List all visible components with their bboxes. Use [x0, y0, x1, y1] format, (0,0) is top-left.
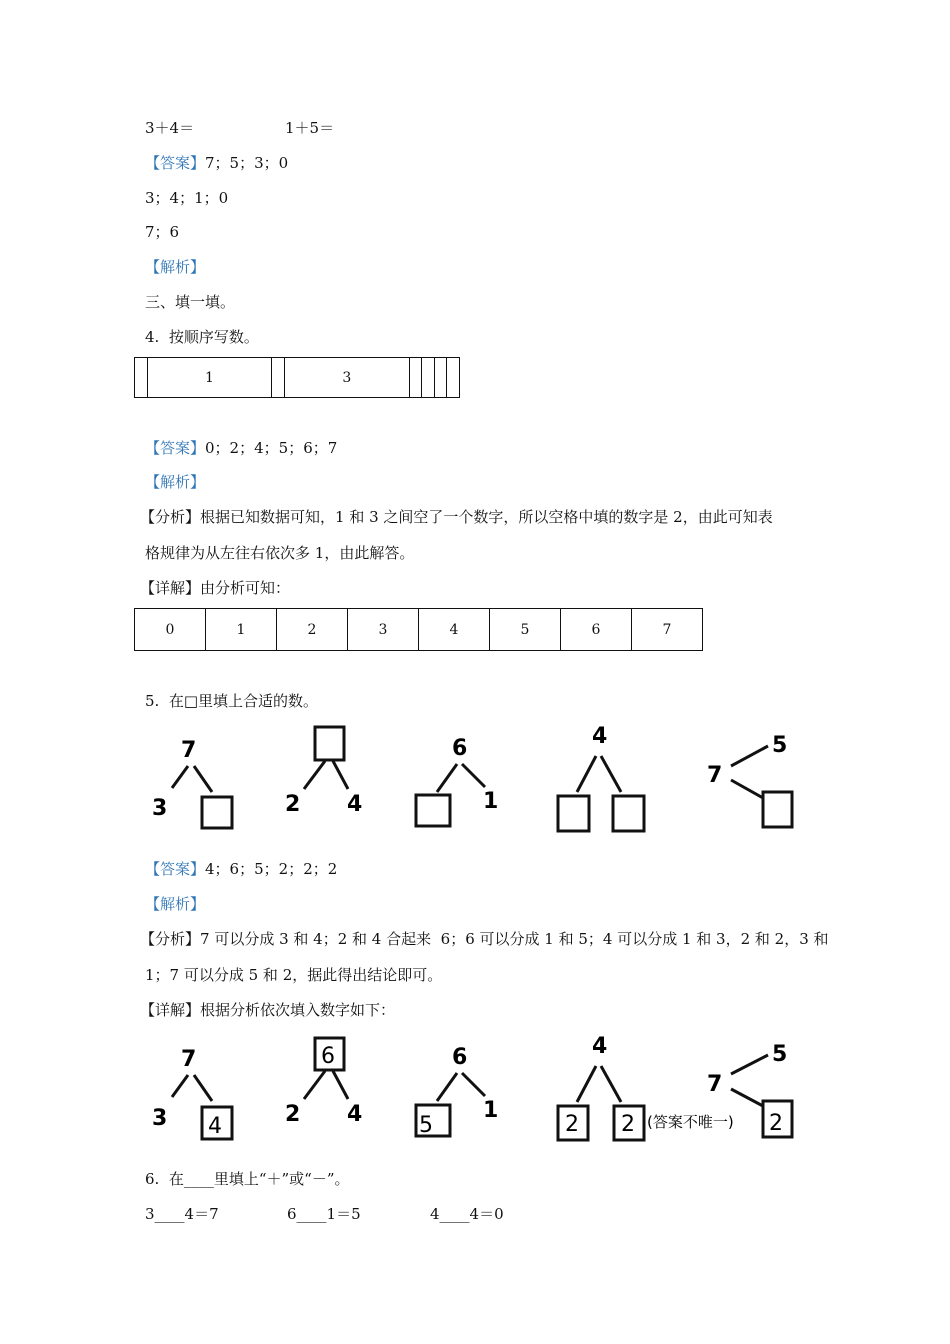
xiangjie-text: 由分析可知：: [200, 579, 291, 597]
question-6-title: 6. 在____里填上“＋”或“－”。: [145, 1170, 350, 1188]
bond-top: 7: [181, 1047, 197, 1072]
bond-answer: 2: [621, 1112, 635, 1137]
bond-right: 1: [483, 1098, 499, 1123]
bond-answer: 5: [419, 1113, 433, 1138]
answer-note: (答案不唯一): [647, 1113, 734, 1131]
bond-top: 5: [772, 733, 788, 758]
table-cell: 7: [632, 609, 703, 651]
bond-top: 6: [452, 1045, 468, 1070]
bond-right: 4: [347, 1102, 363, 1127]
xiangjie-tag: 【详解】: [140, 579, 201, 597]
bond-top: 6: [452, 736, 468, 761]
table-cell: 3: [284, 358, 409, 398]
solved-bond-1: [172, 1075, 232, 1139]
bond-top: 4: [592, 1034, 608, 1059]
answer-text: 7；5；3；0: [205, 154, 289, 172]
xiangjie-tag: 【详解】: [140, 1001, 201, 1019]
answer-tag: 【答案】: [145, 154, 206, 172]
answer-tag: 【答案】: [145, 860, 206, 878]
bond-answer: 4: [208, 1114, 222, 1139]
bond-top: 5: [772, 1042, 788, 1067]
analysis-tag: 【解析】: [145, 473, 206, 491]
analysis-tag: 【解析】: [145, 895, 206, 913]
q6-equation-1: 3____4＝7: [145, 1205, 219, 1223]
answer-line-3: 7；6: [145, 223, 180, 241]
bond-left: 3: [152, 1106, 168, 1131]
table-cell: 3: [348, 609, 419, 651]
section-title: 三、填一填。: [145, 293, 236, 311]
answer-text: 0；2；4；5；6；7: [205, 439, 338, 457]
bond-left: 2: [285, 792, 301, 817]
table-cell: 5: [490, 609, 561, 651]
table-cell: 2: [277, 609, 348, 651]
answer-tag: 【答案】: [145, 439, 206, 457]
bond-answer: 2: [769, 1111, 783, 1136]
question-4-title: 4. 按顺序写数。: [145, 328, 259, 346]
q5-analysis-line-2: 1；7 可以分成 5 和 2，据此得出结论即可。: [145, 966, 443, 984]
bond-right: 4: [347, 792, 363, 817]
fenxi-tag: 【分析】: [140, 930, 201, 948]
fenxi-text: 根据已知数据可知，1 和 3 之间空了一个数字，所以空格中填的数字是 2，由此可知表: [200, 508, 773, 526]
answer-text: 4；6；5；2；2；2: [205, 860, 338, 878]
fenxi-tag: 【分析】: [140, 508, 201, 526]
equation-1-plus-5: 1＋5＝: [285, 119, 335, 137]
q6-equation-3: 4____4＝0: [430, 1205, 504, 1223]
bond-left: 2: [285, 1102, 301, 1127]
bond-right: 1: [483, 789, 499, 814]
answer-line-2: 3；4；1；0: [145, 189, 229, 207]
q6-equation-2: 6____1＝5: [287, 1205, 361, 1223]
question-5-title: 5. 在□里填上合适的数。: [145, 692, 319, 710]
analysis-tag: 【解析】: [145, 258, 206, 276]
table-cell: 1: [206, 609, 277, 651]
bond-top: 4: [592, 724, 608, 749]
table-cell: 6: [561, 609, 632, 651]
bond-left: 7: [707, 1072, 723, 1097]
bond-left: 3: [152, 796, 168, 821]
table-cell: 4: [419, 609, 490, 651]
table-cell: 1: [147, 358, 272, 398]
bond-answer: 2: [565, 1112, 579, 1137]
bond-left: 7: [707, 763, 723, 788]
equation-3-plus-4: 3＋4＝: [145, 119, 195, 137]
table-cell: 0: [135, 609, 206, 651]
q4-analysis-line-2: 格规律为从左往右依次多 1，由此解答。: [145, 544, 415, 562]
bond-answer: 6: [321, 1044, 335, 1069]
xiangjie-text: 根据分析依次填入数字如下：: [200, 1001, 396, 1019]
fenxi-text: 7 可以分成 3 和 4；2 和 4 合起来 6；6 可以分成 1 和 5；4 可以分成 1 和 3，2 和 2，3 和: [200, 930, 829, 948]
bond-top: 7: [181, 738, 197, 763]
